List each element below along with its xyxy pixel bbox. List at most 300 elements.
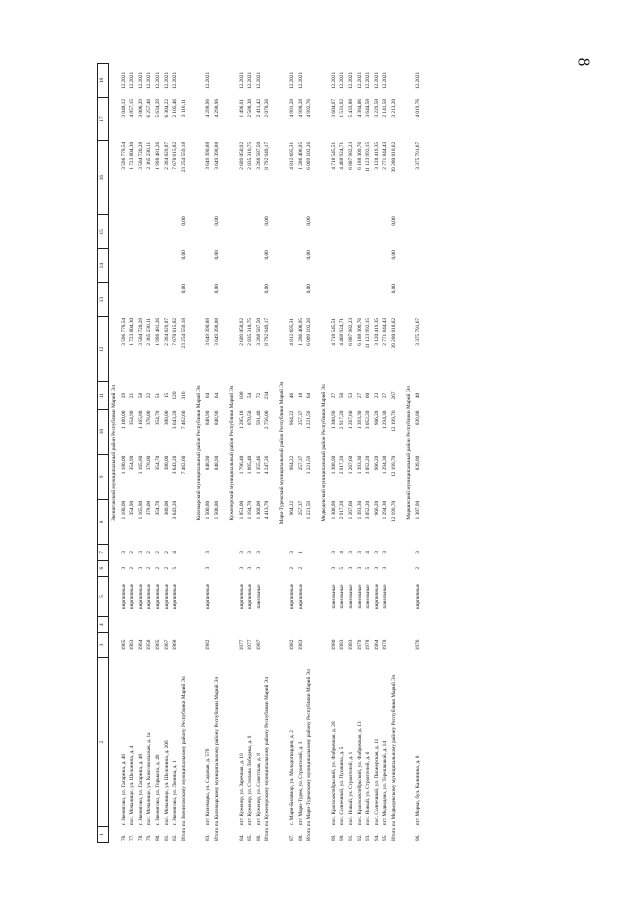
table-cell [330,249,339,283]
table-cell: 4 384,06 [356,99,363,118]
table-cell: 1 095,40 [247,455,254,475]
table-cell [120,215,129,249]
table-cell: 1 180,00 [120,410,127,430]
table-cell: 3 375 791,67 [415,317,422,346]
table-cell: 2 689 050,92 [238,317,245,346]
table-cell [238,249,247,283]
table-cell: 64 [205,392,212,399]
table-cell: 0,00 [306,284,313,294]
table-cell: 2 394 829,87 [163,317,170,346]
table-cell: 4 019,76 [415,99,422,118]
table-cell [347,215,356,249]
table-cell: 3 596 778,54 [120,317,127,346]
table-cell: 1 194,70 [247,500,254,520]
table-cell [288,617,297,633]
table-cell: 2 394 829,87 [163,141,170,170]
table-cell [373,283,382,317]
table-cell [137,617,146,633]
table-cell [415,617,424,633]
table-cell: 80. [155,834,162,841]
section-title: Моркинский муниципальный район Республики Марий Эл [405,386,412,520]
table-cell: 22 [146,392,153,399]
table-cell: 1965 [155,639,162,651]
table-cell: 0,00 [264,284,271,294]
table-cell [347,249,356,283]
table-cell: 39 280 018,62 [390,141,397,173]
table-cell: 1979 [356,639,363,651]
table-cell: панельные [347,584,354,609]
table-cell: 4 991,28 [288,99,295,118]
table-cell: 4 857,15 [129,99,136,118]
section-title: Килемарский муниципальный район Республики Марий Эл [195,385,202,521]
table-cell: кирпичные [238,583,245,609]
table-cell: 839,80 [415,455,422,471]
table-cell: 1 998 481,26 [155,141,162,170]
table-cell: 3 [205,551,212,554]
table-cell: 46 [288,392,295,399]
table-cell: 51 [155,392,162,399]
table-cell: 3 [247,551,254,554]
table-cell: 2 [129,551,136,554]
table-row [238,64,247,843]
table-cell: 1 393,30 [356,500,363,520]
spacer-row [423,64,428,843]
table-cell: 1964 [137,639,144,651]
table-cell: 0,00 [213,284,220,294]
table-cell [129,283,138,317]
table-cell: 3 [120,566,127,570]
table-cell: 23 254 559,18 [180,141,187,173]
table-cell [205,617,214,633]
table-cell: 7 462,60 [180,455,187,475]
table-cell: 3 048,12 [120,99,127,118]
table-cell: 3 504 720,28 [137,141,144,170]
table-cell: кирпичные [163,583,170,609]
table-cell [347,283,356,317]
table-cell [297,215,306,249]
table-cell: 79. [146,834,153,841]
table-cell: 0,00 [213,250,220,260]
table-cell [120,617,129,633]
table-cell: 1 294,30 [382,455,389,475]
table-cell: 1 221,59 [306,410,313,430]
header-cell: 18 [98,64,109,98]
table-cell: 257,37 [297,455,304,471]
table-row [163,64,172,843]
table-cell: 380,00 [163,410,170,426]
table-cell: 6 099 102,26 [306,141,313,170]
table-cell: 12.2021 [255,71,262,90]
table-cell: 1 165,80 [137,500,144,520]
table-cell: 12.2021 [347,71,354,90]
table-cell: 378,00 [146,500,153,516]
table-cell: панельные [382,584,389,609]
header-cell: 4 [98,617,109,633]
header-cell: 5 [98,576,109,617]
table-cell [255,617,264,633]
table-cell: 12 199,70 [390,455,397,477]
table-cell: 3 [356,551,363,554]
table-cell: Итого по Звениговскому муниципальному району Республики Марий Эл [180,676,187,841]
table-cell: 88. [297,834,304,841]
table-row [205,64,214,843]
table-cell [137,215,146,249]
table-cell [364,249,373,283]
table-cell: 1 221,59 [306,455,313,475]
table-row [255,64,264,843]
table-cell [163,215,172,249]
table-cell: 1 286 406,95 [297,141,304,170]
table-cell: 2 771 844,43 [382,317,389,346]
table-cell [205,283,214,317]
table-cell [172,215,181,249]
table-cell: 4 718 545,51 [330,317,337,346]
table-cell: 84. [238,834,245,841]
table-cell: 0,00 [306,216,313,226]
table-cell: 11 123 992,15 [365,141,372,173]
table-cell: 1 285,10 [238,410,245,430]
table-cell: 3 [382,566,389,570]
table-cell: 12.2021 [247,71,254,90]
table-cell: 12.2021 [339,71,346,90]
header-cell: 1 [98,827,109,843]
table-cell: 380,00 [163,500,170,516]
table-cell: 1987 [255,639,262,651]
table-cell: 53 [347,392,354,399]
table-cell: 3 229,58 [373,99,380,118]
table-cell [356,283,365,317]
table-cell: 92. [356,834,363,841]
table-cell: 83. [205,834,212,841]
table-cell: 1982 [205,639,212,651]
header-cell: 6 [98,560,109,576]
table-cell: 64 [306,392,313,399]
table-cell: 1 796,40 [238,455,245,475]
table-cell: 1 496,91 [238,99,245,118]
table-cell: 1976 [415,639,422,651]
table-cell: пос. Мочалище, ул. Комсомольская, д. 1а [146,732,153,826]
table-cell: кирпичные [373,583,380,609]
table-cell: 50 [339,392,346,399]
table-cell: 3 643,20 [172,455,179,475]
table-cell: панельные [255,584,262,609]
table-row [146,64,155,843]
total-row [180,64,189,843]
table-cell: 85. [247,834,254,841]
table-cell: кирпичные [205,583,212,609]
table-cell: пгт Мари-Турек, ул. Строителей, д. 3 [297,741,304,826]
table-cell [297,249,306,283]
table-cell: 964,22 [288,455,295,471]
table-cell: кирпичные [146,583,153,609]
section-title: Медведевский муниципальный район Республики Марий Эл [320,384,327,522]
table-row [373,64,382,843]
table-cell: 2 917,20 [339,455,346,475]
table-cell: 2 365 230,11 [146,317,153,346]
table-cell: 5 634,29 [155,99,162,118]
table-cell: 2 917,20 [339,410,346,430]
table-cell: панельные [365,584,372,609]
table-cell: 81. [163,834,170,841]
data-table [97,63,428,843]
table-cell: 4 413,70 [264,500,271,520]
table-cell: 3 649 390,88 [213,141,220,170]
table-cell: 354,70 [155,455,162,471]
table-cell: 839,80 [415,410,422,426]
table-cell: 93. [365,834,372,841]
table-cell [137,283,146,317]
table-row [129,64,138,843]
table-cell: 354,70 [155,500,162,516]
table-cell: 5 433,88 [347,99,354,118]
table-cell: 77. [129,834,136,841]
table-cell: 12.2021 [288,71,295,90]
table-cell [146,617,155,633]
table-cell: 1 308,90 [330,500,337,520]
table-cell: 3 [247,566,254,570]
table-cell: 0,00 [390,216,397,226]
header-cell: 9 [98,454,109,499]
table-cell: 0,00 [180,284,187,294]
table-cell: 1963 [129,639,136,651]
table-cell: 1 531,92 [339,99,346,118]
table-cell: 234 [264,391,271,400]
table-cell: 2 689 050,92 [238,141,245,170]
table-cell: кирпичные [297,583,304,609]
header-cell: 14 [98,249,109,283]
table-cell [288,215,297,249]
table-cell: 12.2021 [172,71,179,90]
table-cell: 1967 [163,639,170,651]
table-cell [255,283,264,317]
table-cell [356,249,365,283]
table-cell: 2 365 230,11 [146,141,153,170]
table-cell: 29 [120,392,127,399]
table-cell: 7 462,60 [180,410,187,430]
table-cell: 0,00 [264,216,271,226]
table-cell: 3 649 390,88 [213,317,220,346]
table-cell [255,249,264,283]
table-cell [306,64,315,98]
table-cell [330,283,339,317]
table-cell: 3 006,29 [137,99,144,118]
table-cell: 3 [137,551,144,554]
section-title-row [109,64,121,843]
table-cell: 966,20 [373,500,380,516]
table-cell [364,617,373,633]
table-cell [129,617,138,633]
table-cell: 3 052,20 [365,455,372,475]
table-cell: 3 [373,566,380,570]
table-cell: 354,70 [155,410,162,426]
table-row [347,64,356,843]
table-cell: 12.2021 [297,71,304,90]
table-cell: Итого по Килемарскому муниципальному району Республики Марий Эл [213,676,220,841]
table-cell [247,249,256,283]
table-cell: 1964 [373,639,380,651]
table-cell: кирпичные [155,583,162,609]
table-cell: 3 643,20 [172,410,179,430]
table-cell: 12.2021 [120,71,127,90]
section-title-row [404,64,415,843]
table-cell [297,283,306,317]
table-cell: 23 254 559,18 [180,317,187,349]
table-row [364,64,373,843]
header-cell: 8 [98,499,109,544]
table-cell: 23 [373,392,380,399]
table-cell: 1 500,80 [205,500,212,520]
table-cell [339,283,348,317]
table-row [288,64,297,843]
table-cell: 2 141,58 [382,99,389,118]
table-cell [247,215,256,249]
table-cell: пос. Краснооктябрьский, ул. Фабричная, д. 13 [356,721,363,826]
table-cell: 6 188 309,76 [356,141,363,170]
header-cell: 11 [98,382,109,409]
header-cell: 15 [98,215,109,249]
table-cell [163,617,172,633]
table-cell: 3 [373,551,380,554]
table-cell: 87. [288,834,295,841]
table-cell: 378,00 [146,455,153,471]
table-cell: 82. [172,834,179,841]
table-cell: 848,90 [205,410,212,426]
table-cell: 848,90 [213,410,220,426]
table-cell [297,617,306,633]
table-cell: 3 [238,566,245,570]
table-cell: пгт Куженер, ул. Советская, д. 8 [255,753,262,826]
table-cell: 870,50 [247,410,254,426]
table-cell: пос. Солнечный, ул. Пушкина, д. 5 [339,746,346,826]
table-cell: г. Звенигово, ул. Горького, д. 49 [155,754,162,826]
table-cell: 76. [120,834,127,841]
table-row [356,64,365,843]
table-cell [180,64,189,98]
header-cell: 13 [98,283,109,317]
table-cell [415,249,424,283]
table-cell: 3 604,97 [330,99,337,118]
table-cell: 1 723 804,30 [129,141,136,170]
table-cell [146,249,155,283]
table-cell: пос. Краснооктябрьский, ул. Фабричная, д. 28 [330,721,337,826]
table-cell [129,215,138,249]
table-cell: 1 294,30 [382,500,389,520]
table-cell: 2 [129,566,136,570]
table-cell [288,283,297,317]
table-cell [382,617,391,633]
table-cell: 4 468 924,71 [339,141,346,170]
table-cell: 3 [330,551,337,554]
table-cell: 64 [213,392,220,399]
table-cell: кирпичные [288,583,295,609]
header-row [98,64,109,843]
table-cell: 86. [255,834,262,841]
table-cell: г. Звенигово, ул. Ленина, д. 1 [172,760,179,826]
table-cell: 58 [137,392,144,399]
table-cell [163,249,172,283]
table-cell: 12.2021 [205,71,212,90]
table-cell: 15 [163,392,170,399]
table-cell: 27 [330,392,337,399]
table-cell: 3 120 419,35 [373,317,380,346]
table-cell [154,215,163,249]
table-row [330,64,339,843]
section-title: Звениговский муниципальный район Республики Марий Эл [110,385,117,521]
table-cell: 4 298,96 [213,99,220,118]
table-cell: 1 308,90 [330,455,337,475]
table-row [137,64,146,843]
table-cell: 1 355,46 [255,455,262,475]
table-cell: 257,37 [297,500,304,516]
table-cell [288,249,297,283]
table-cell: 257,37 [297,410,304,426]
table-cell [382,283,391,317]
table-cell: 39 280 018,62 [390,317,397,349]
table-cell: 1978 [365,639,372,651]
table-cell: 2 [146,566,153,570]
table-cell: 0,00 [180,250,187,260]
table-cell: 95. [382,834,389,841]
table-cell [154,617,163,633]
table-cell: 12.2021 [137,71,144,90]
table-cell: 6 188 309,76 [356,317,363,346]
table-cell: 12 199,70 [390,410,397,432]
table-cell: 3 116,11 [180,99,187,118]
table-cell: 12.2021 [163,71,170,90]
table-cell: 12.2021 [330,71,337,90]
table-cell: 7 670 615,82 [172,141,179,170]
table-cell: 3 213,20 [390,99,397,118]
table-cell [213,64,222,98]
table-cell: пос. Мочалище, ул. Шелонина, д. 4 [129,745,136,826]
table-cell [172,283,181,317]
header-cell: 7 [98,545,109,561]
page-number: 8 [574,57,594,67]
table-cell: 18 [297,392,304,399]
table-cell: пгт Медведево, ул. Терешковой, д. 14 [382,741,389,826]
table-cell: 4 468 924,71 [339,317,346,346]
table-cell: 12.2021 [146,71,153,90]
section-title-row [319,64,330,843]
table-cell [146,215,155,249]
table-cell: пгт Куженер, ул. Степана Лебедева, д. 9 [247,735,254,826]
table-cell: 3 [238,551,245,554]
table-cell [146,283,155,317]
table-cell: 3 [255,551,262,554]
table-cell: 54 [247,392,254,399]
table-cell: 964,22 [288,410,295,426]
table-cell: 2 [146,551,153,554]
table-cell: 2 [415,566,422,570]
table-cell: 4 247,26 [264,455,271,475]
table-cell: 1 387,90 [415,500,422,520]
table-cell: 1 [297,551,304,554]
table-cell: 1 393,30 [356,410,363,430]
table-cell: 2 [155,566,162,570]
table-cell: 0,00 [213,216,220,226]
table-cell [137,249,146,283]
table-cell: 12.2021 [365,71,372,90]
table-cell: 848,90 [213,455,220,471]
table-cell [390,64,399,98]
table-cell [373,617,382,633]
table-cell: 2 411,42 [255,99,262,118]
table-cell: 12 199,70 [390,500,397,523]
table-cell: 4 998,28 [297,99,304,118]
table-cell: 0,00 [390,284,397,294]
table-cell: 6 887 982,23 [347,141,354,170]
table-cell: 848,90 [205,455,212,471]
